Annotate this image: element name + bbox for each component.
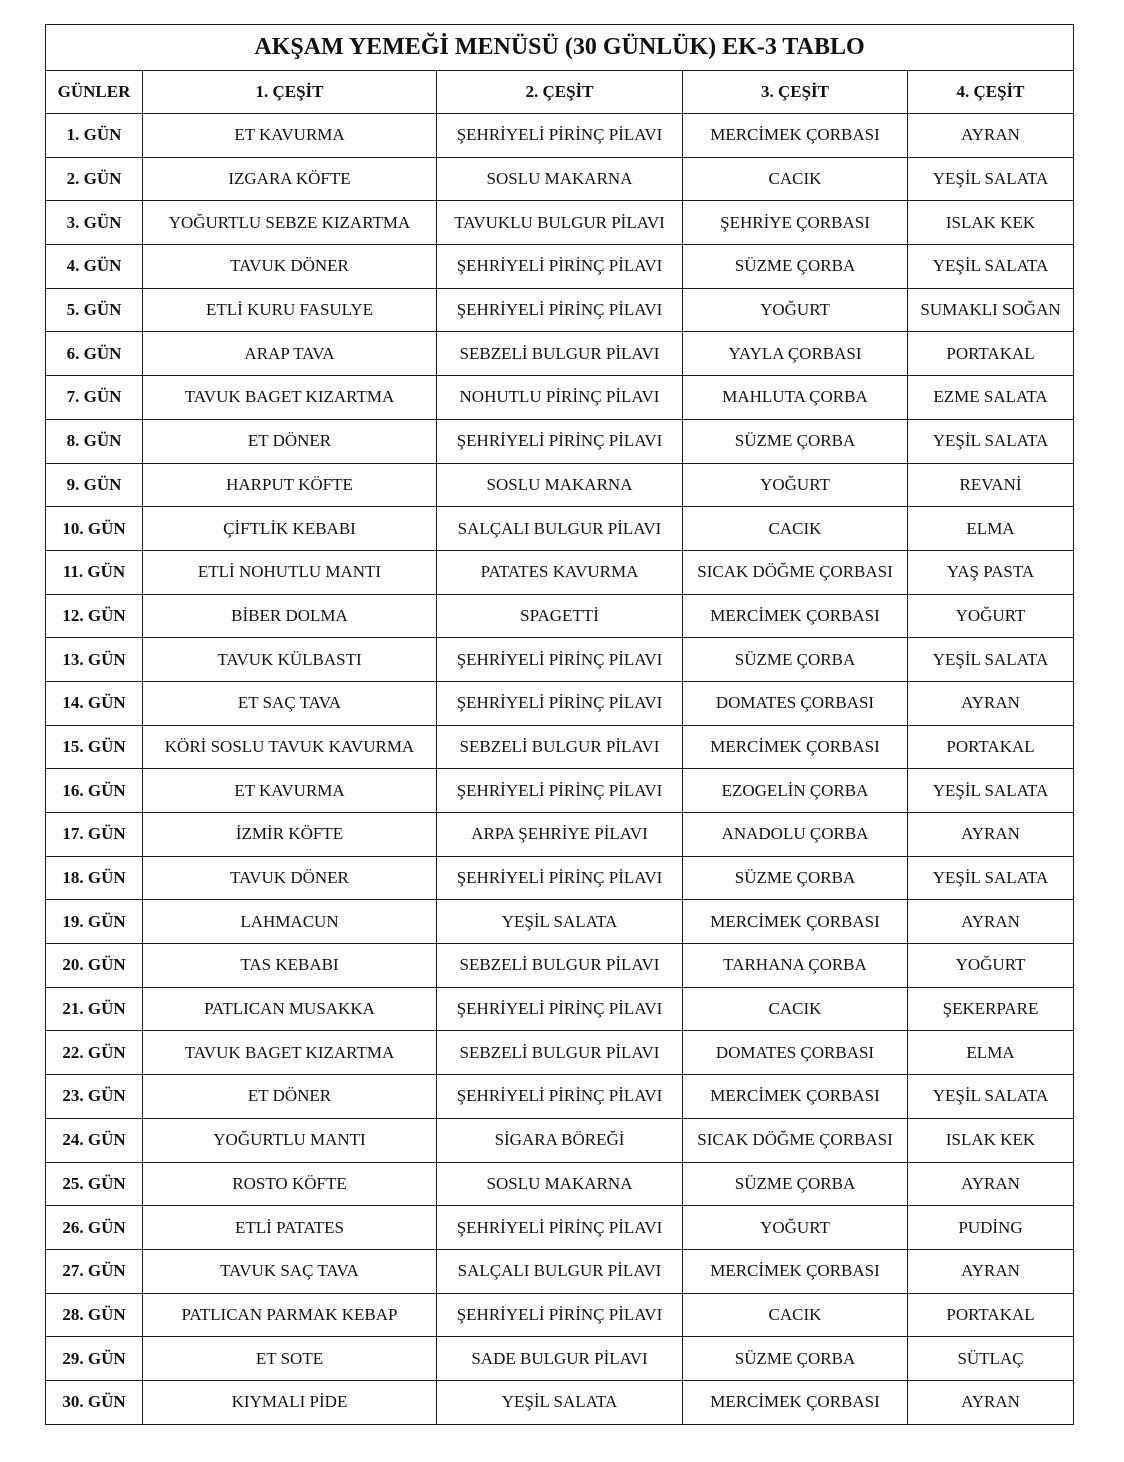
course-2-cell: ŞEHRİYELİ PİRİNÇ PİLAVI xyxy=(437,288,683,332)
course-2-cell: SOSLU MAKARNA xyxy=(437,463,683,507)
table-row xyxy=(46,157,1074,201)
course-4-cell: YOĞURT xyxy=(908,594,1074,638)
table-row xyxy=(46,288,1074,332)
header-course-2: 2. ÇEŞİT xyxy=(437,71,683,114)
table-row xyxy=(46,1162,1074,1206)
course-3-cell: TARHANA ÇORBA xyxy=(683,944,908,988)
table-row xyxy=(46,1206,1074,1250)
header-row xyxy=(46,71,1074,114)
table-row xyxy=(46,332,1074,376)
course-3-cell: DOMATES ÇORBASI xyxy=(683,681,908,725)
course-1-cell: PATLICAN PARMAK KEBAP xyxy=(143,1293,437,1337)
course-2-cell: SEBZELİ BULGUR PİLAVI xyxy=(437,332,683,376)
table-row xyxy=(46,201,1074,245)
day-cell: 28. GÜN xyxy=(46,1293,143,1337)
course-4-cell: YEŞİL SALATA xyxy=(908,157,1074,201)
course-4-cell: ISLAK KEK xyxy=(908,1118,1074,1162)
course-3-cell: YOĞURT xyxy=(683,1206,908,1250)
table-row xyxy=(46,463,1074,507)
course-2-cell: ŞEHRİYELİ PİRİNÇ PİLAVI xyxy=(437,1293,683,1337)
course-4-cell: AYRAN xyxy=(908,1249,1074,1293)
course-2-cell: ŞEHRİYELİ PİRİNÇ PİLAVI xyxy=(437,769,683,813)
course-2-cell: TAVUKLU BULGUR PİLAVI xyxy=(437,201,683,245)
header-course-3: 3. ÇEŞİT xyxy=(683,71,908,114)
day-cell: 26. GÜN xyxy=(46,1206,143,1250)
course-4-cell: AYRAN xyxy=(908,681,1074,725)
course-3-cell: DOMATES ÇORBASI xyxy=(683,1031,908,1075)
course-3-cell: YOĞURT xyxy=(683,463,908,507)
day-cell: 20. GÜN xyxy=(46,944,143,988)
course-2-cell: ŞEHRİYELİ PİRİNÇ PİLAVI xyxy=(437,856,683,900)
table-row xyxy=(46,900,1074,944)
course-1-cell: ET KAVURMA xyxy=(143,114,437,158)
course-2-cell: ŞEHRİYELİ PİRİNÇ PİLAVI xyxy=(437,1075,683,1119)
day-cell: 4. GÜN xyxy=(46,245,143,289)
table-row xyxy=(46,769,1074,813)
day-cell: 7. GÜN xyxy=(46,376,143,420)
table-row xyxy=(46,1380,1074,1424)
day-cell: 17. GÜN xyxy=(46,813,143,857)
course-2-cell: YEŞİL SALATA xyxy=(437,1380,683,1424)
table-row xyxy=(46,419,1074,463)
course-2-cell: PATATES KAVURMA xyxy=(437,550,683,594)
course-1-cell: TAVUK BAGET KIZARTMA xyxy=(143,376,437,420)
course-4-cell: SUMAKLI SOĞAN xyxy=(908,288,1074,332)
course-2-cell: ŞEHRİYELİ PİRİNÇ PİLAVI xyxy=(437,419,683,463)
course-4-cell: AYRAN xyxy=(908,813,1074,857)
course-3-cell: MERCİMEK ÇORBASI xyxy=(683,900,908,944)
table-row xyxy=(46,1249,1074,1293)
course-2-cell: SALÇALI BULGUR PİLAVI xyxy=(437,1249,683,1293)
day-cell: 24. GÜN xyxy=(46,1118,143,1162)
course-1-cell: TAVUK SAÇ TAVA xyxy=(143,1249,437,1293)
day-cell: 5. GÜN xyxy=(46,288,143,332)
course-2-cell: SPAGETTİ xyxy=(437,594,683,638)
course-2-cell: ŞEHRİYELİ PİRİNÇ PİLAVI xyxy=(437,638,683,682)
course-1-cell: HARPUT KÖFTE xyxy=(143,463,437,507)
course-2-cell: ŞEHRİYELİ PİRİNÇ PİLAVI xyxy=(437,114,683,158)
course-1-cell: IZGARA KÖFTE xyxy=(143,157,437,201)
course-4-cell: PORTAKAL xyxy=(908,332,1074,376)
header-course-4: 4. ÇEŞİT xyxy=(908,71,1074,114)
header-days: GÜNLER xyxy=(46,71,143,114)
table-row xyxy=(46,1293,1074,1337)
table-row xyxy=(46,987,1074,1031)
day-cell: 18. GÜN xyxy=(46,856,143,900)
day-cell: 12. GÜN xyxy=(46,594,143,638)
course-1-cell: ET DÖNER xyxy=(143,1075,437,1119)
course-2-cell: SOSLU MAKARNA xyxy=(437,157,683,201)
course-3-cell: ŞEHRİYE ÇORBASI xyxy=(683,201,908,245)
course-4-cell: YEŞİL SALATA xyxy=(908,245,1074,289)
course-1-cell: TAVUK DÖNER xyxy=(143,856,437,900)
table-row xyxy=(46,245,1074,289)
course-3-cell: MERCİMEK ÇORBASI xyxy=(683,725,908,769)
course-4-cell: ISLAK KEK xyxy=(908,201,1074,245)
table-row xyxy=(46,725,1074,769)
table-row xyxy=(46,1118,1074,1162)
table-row xyxy=(46,813,1074,857)
course-2-cell: ŞEHRİYELİ PİRİNÇ PİLAVI xyxy=(437,681,683,725)
course-1-cell: ET KAVURMA xyxy=(143,769,437,813)
course-1-cell: ETLİ NOHUTLU MANTI xyxy=(143,550,437,594)
course-1-cell: ETLİ KURU FASULYE xyxy=(143,288,437,332)
course-3-cell: CACIK xyxy=(683,157,908,201)
course-1-cell: ÇİFTLİK KEBABI xyxy=(143,507,437,551)
course-3-cell: SÜZME ÇORBA xyxy=(683,856,908,900)
table-row xyxy=(46,944,1074,988)
course-2-cell: SEBZELİ BULGUR PİLAVI xyxy=(437,1031,683,1075)
course-1-cell: ET SOTE xyxy=(143,1337,437,1381)
day-cell: 1. GÜN xyxy=(46,114,143,158)
course-3-cell: YAYLA ÇORBASI xyxy=(683,332,908,376)
course-4-cell: YEŞİL SALATA xyxy=(908,856,1074,900)
course-1-cell: ET SAÇ TAVA xyxy=(143,681,437,725)
course-3-cell: MERCİMEK ÇORBASI xyxy=(683,594,908,638)
menu-table xyxy=(45,24,1074,1425)
course-1-cell: ARAP TAVA xyxy=(143,332,437,376)
course-4-cell: YEŞİL SALATA xyxy=(908,1075,1074,1119)
course-3-cell: MAHLUTA ÇORBA xyxy=(683,376,908,420)
course-3-cell: CACIK xyxy=(683,1293,908,1337)
course-4-cell: SÜTLAÇ xyxy=(908,1337,1074,1381)
course-1-cell: TAS KEBABI xyxy=(143,944,437,988)
course-3-cell: SÜZME ÇORBA xyxy=(683,1337,908,1381)
course-4-cell: AYRAN xyxy=(908,114,1074,158)
table-row xyxy=(46,638,1074,682)
course-2-cell: NOHUTLU PİRİNÇ PİLAVI xyxy=(437,376,683,420)
course-1-cell: ROSTO KÖFTE xyxy=(143,1162,437,1206)
course-4-cell: YOĞURT xyxy=(908,944,1074,988)
course-2-cell: ŞEHRİYELİ PİRİNÇ PİLAVI xyxy=(437,987,683,1031)
course-4-cell: ELMA xyxy=(908,507,1074,551)
table-row xyxy=(46,114,1074,158)
course-3-cell: CACIK xyxy=(683,987,908,1031)
course-1-cell: ET DÖNER xyxy=(143,419,437,463)
day-cell: 22. GÜN xyxy=(46,1031,143,1075)
course-4-cell: PORTAKAL xyxy=(908,1293,1074,1337)
course-1-cell: PATLICAN MUSAKKA xyxy=(143,987,437,1031)
course-1-cell: YOĞURTLU SEBZE KIZARTMA xyxy=(143,201,437,245)
day-cell: 3. GÜN xyxy=(46,201,143,245)
course-3-cell: MERCİMEK ÇORBASI xyxy=(683,1249,908,1293)
table-row xyxy=(46,1337,1074,1381)
course-4-cell: PORTAKAL xyxy=(908,725,1074,769)
course-3-cell: SÜZME ÇORBA xyxy=(683,1162,908,1206)
course-3-cell: ANADOLU ÇORBA xyxy=(683,813,908,857)
table-row xyxy=(46,681,1074,725)
header-course-1: 1. ÇEŞİT xyxy=(143,71,437,114)
course-2-cell: SOSLU MAKARNA xyxy=(437,1162,683,1206)
day-cell: 13. GÜN xyxy=(46,638,143,682)
course-3-cell: SICAK DÖĞME ÇORBASI xyxy=(683,550,908,594)
course-4-cell: YEŞİL SALATA xyxy=(908,769,1074,813)
table-row xyxy=(46,1031,1074,1075)
course-4-cell: REVANİ xyxy=(908,463,1074,507)
day-cell: 15. GÜN xyxy=(46,725,143,769)
course-2-cell: ŞEHRİYELİ PİRİNÇ PİLAVI xyxy=(437,245,683,289)
course-4-cell: YEŞİL SALATA xyxy=(908,638,1074,682)
course-1-cell: BİBER DOLMA xyxy=(143,594,437,638)
table-row xyxy=(46,594,1074,638)
course-1-cell: LAHMACUN xyxy=(143,900,437,944)
day-cell: 21. GÜN xyxy=(46,987,143,1031)
course-1-cell: İZMİR KÖFTE xyxy=(143,813,437,857)
course-3-cell: MERCİMEK ÇORBASI xyxy=(683,1075,908,1119)
course-2-cell: SEBZELİ BULGUR PİLAVI xyxy=(437,944,683,988)
day-cell: 25. GÜN xyxy=(46,1162,143,1206)
course-2-cell: YEŞİL SALATA xyxy=(437,900,683,944)
course-4-cell: ŞEKERPARE xyxy=(908,987,1074,1031)
course-3-cell: YOĞURT xyxy=(683,288,908,332)
table-title: AKŞAM YEMEĞİ MENÜSÜ (30 GÜNLÜK) EK-3 TABLO xyxy=(46,25,1074,71)
course-1-cell: YOĞURTLU MANTI xyxy=(143,1118,437,1162)
day-cell: 30. GÜN xyxy=(46,1380,143,1424)
course-3-cell: SÜZME ÇORBA xyxy=(683,638,908,682)
table-row xyxy=(46,856,1074,900)
course-4-cell: AYRAN xyxy=(908,1380,1074,1424)
course-3-cell: MERCİMEK ÇORBASI xyxy=(683,114,908,158)
day-cell: 6. GÜN xyxy=(46,332,143,376)
course-3-cell: SÜZME ÇORBA xyxy=(683,245,908,289)
course-1-cell: TAVUK KÜLBASTI xyxy=(143,638,437,682)
day-cell: 11. GÜN xyxy=(46,550,143,594)
day-cell: 14. GÜN xyxy=(46,681,143,725)
course-4-cell: EZME SALATA xyxy=(908,376,1074,420)
day-cell: 9. GÜN xyxy=(46,463,143,507)
course-1-cell: TAVUK BAGET KIZARTMA xyxy=(143,1031,437,1075)
day-cell: 23. GÜN xyxy=(46,1075,143,1119)
course-3-cell: SICAK DÖĞME ÇORBASI xyxy=(683,1118,908,1162)
day-cell: 19. GÜN xyxy=(46,900,143,944)
day-cell: 29. GÜN xyxy=(46,1337,143,1381)
course-2-cell: ARPA ŞEHRİYE PİLAVI xyxy=(437,813,683,857)
title-row xyxy=(46,25,1074,71)
course-1-cell: KÖRİ SOSLU TAVUK KAVURMA xyxy=(143,725,437,769)
course-4-cell: PUDİNG xyxy=(908,1206,1074,1250)
course-2-cell: ŞEHRİYELİ PİRİNÇ PİLAVI xyxy=(437,1206,683,1250)
course-4-cell: AYRAN xyxy=(908,1162,1074,1206)
course-4-cell: YEŞİL SALATA xyxy=(908,419,1074,463)
course-4-cell: YAŞ PASTA xyxy=(908,550,1074,594)
course-3-cell: EZOGELİN ÇORBA xyxy=(683,769,908,813)
course-3-cell: MERCİMEK ÇORBASI xyxy=(683,1380,908,1424)
course-2-cell: SEBZELİ BULGUR PİLAVI xyxy=(437,725,683,769)
course-1-cell: ETLİ PATATES xyxy=(143,1206,437,1250)
course-3-cell: SÜZME ÇORBA xyxy=(683,419,908,463)
day-cell: 2. GÜN xyxy=(46,157,143,201)
menu-body xyxy=(46,114,1074,1425)
day-cell: 16. GÜN xyxy=(46,769,143,813)
course-3-cell: CACIK xyxy=(683,507,908,551)
day-cell: 10. GÜN xyxy=(46,507,143,551)
course-2-cell: SALÇALI BULGUR PİLAVI xyxy=(437,507,683,551)
course-1-cell: KIYMALI PİDE xyxy=(143,1380,437,1424)
day-cell: 27. GÜN xyxy=(46,1249,143,1293)
table-row xyxy=(46,376,1074,420)
course-2-cell: SADE BULGUR PİLAVI xyxy=(437,1337,683,1381)
table-row xyxy=(46,1075,1074,1119)
course-4-cell: ELMA xyxy=(908,1031,1074,1075)
course-1-cell: TAVUK DÖNER xyxy=(143,245,437,289)
table-row xyxy=(46,550,1074,594)
day-cell: 8. GÜN xyxy=(46,419,143,463)
course-2-cell: SİGARA BÖREĞİ xyxy=(437,1118,683,1162)
table-row xyxy=(46,507,1074,551)
course-4-cell: AYRAN xyxy=(908,900,1074,944)
